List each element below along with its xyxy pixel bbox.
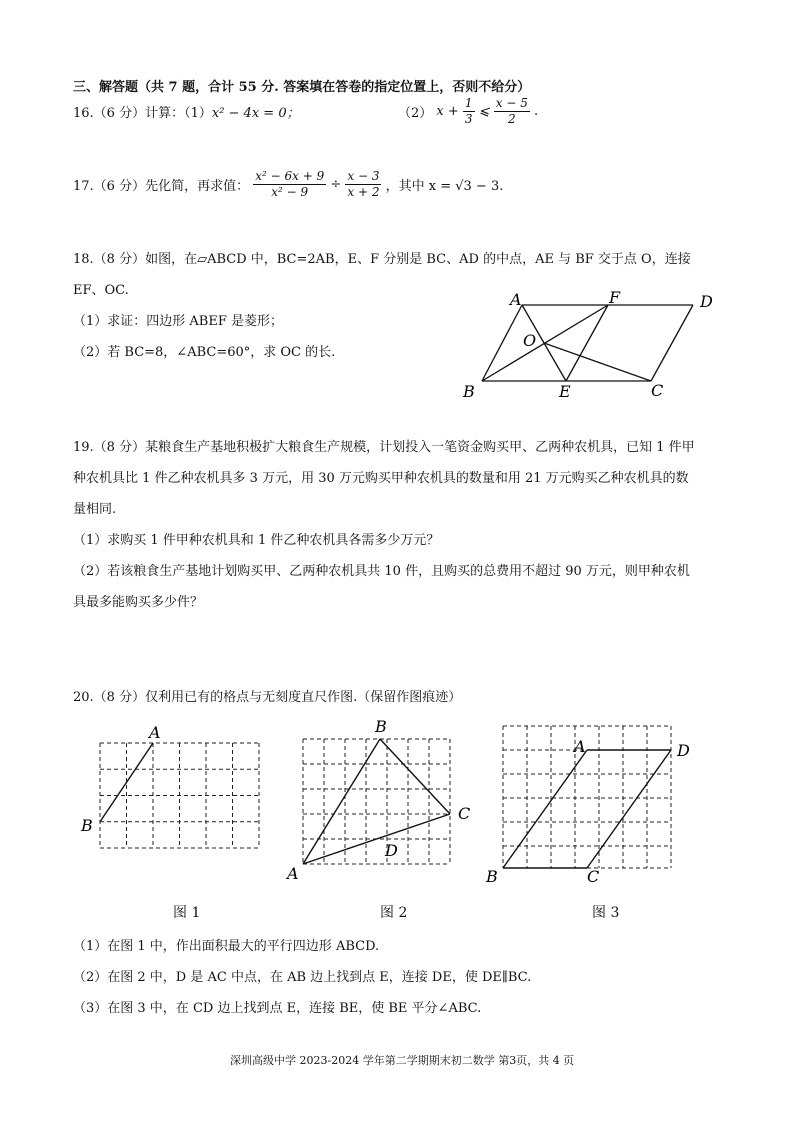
q16-leq: ⩽ xyxy=(478,104,490,119)
segment-FE xyxy=(566,305,608,381)
label-A: A xyxy=(510,290,522,309)
q17-frac1-num: x² − 6x + 9 xyxy=(255,169,325,183)
section-header: 三、解答题（共 7 题，合计 55 分. 答案填在答卷的指定位置上，否则不给分） xyxy=(73,80,531,95)
q16-prefix: 16.（6 分）计算：（1） xyxy=(73,106,212,121)
q17-fraction-1 xyxy=(253,169,326,200)
q20-part-3: （3）在图 3 中，在 CD 边上找到点 E，连接 BE，使 BE 平分∠ABC. xyxy=(73,1001,482,1016)
q16-end: . xyxy=(533,104,539,119)
fig3-caption: 图 3 xyxy=(592,905,620,921)
q17-prefix: 17.（6 分）先化简，再求值： xyxy=(73,179,250,194)
question-17 xyxy=(73,169,503,200)
question-16-part2 xyxy=(398,96,538,127)
q20-figure-1 xyxy=(75,718,265,878)
fig2-label-B: B xyxy=(375,717,387,736)
fig3-label-C: C xyxy=(587,867,600,886)
q16-lhs: x + xyxy=(436,104,459,119)
segment-DC xyxy=(651,305,693,381)
q18-line-1: 18.（8 分）如图，在▱ABCD 中，BC=2AB，E、F 分别是 BC、AD 的中点，AE 与 BF 交于点 O，连接 xyxy=(73,252,691,267)
q19-part-2-line-2: 具最多能购买多少件？ xyxy=(73,595,204,610)
page-footer: 深圳高级中学 2023-2024 学年第二学期期末初二数学 第3页，共 4 页 xyxy=(230,1054,575,1067)
label-B: B xyxy=(463,382,475,401)
q18-parallelogram-figure xyxy=(455,285,730,403)
fig1-label-A: A xyxy=(149,723,161,742)
q17-div: ÷ xyxy=(330,177,342,192)
q16-fraction-1 xyxy=(463,96,475,127)
q17-fraction-2 xyxy=(345,169,381,200)
segment-OC xyxy=(544,343,651,381)
q17-frac1-den: x² − 9 xyxy=(271,185,309,199)
fig1-caption: 图 1 xyxy=(173,905,201,921)
q18-part-1: （1）求证：四边形 ABEF 是菱形； xyxy=(73,314,283,329)
segment-AB-fig2 xyxy=(303,739,380,864)
segment-DC-fig3 xyxy=(587,750,671,868)
q16-fraction-2 xyxy=(494,96,530,127)
q16-part2-prefix: （2） xyxy=(398,106,433,121)
label-C: C xyxy=(651,381,664,400)
grid-2 xyxy=(303,739,450,864)
q20-figure-2 xyxy=(283,714,483,884)
fig2-label-A: A xyxy=(287,864,299,883)
fig2-label-C: C xyxy=(458,804,471,823)
q17-frac2-num: x − 3 xyxy=(347,169,380,183)
fig3-label-D: D xyxy=(677,741,690,760)
grid-1 xyxy=(100,743,259,848)
q19-line-1: 19.（8 分）某粮食生产基地积极扩大粮食生产规模，计划投入一笔资金购买甲、乙两种农机具，已知 1 件甲 xyxy=(73,440,695,455)
question-16 xyxy=(73,102,300,121)
q17-frac2-den: x + 2 xyxy=(347,185,380,199)
q18-part-2: （2）若 BC=8，∠ABC=60°，求 OC 的长. xyxy=(73,345,336,360)
q20-title: 20.（8 分）仅利用已有的格点与无刻度直尺作图.（保留作图痕迹） xyxy=(73,690,462,705)
label-O: O xyxy=(523,331,537,350)
q19-part-2-line-1: （2）若该粮食生产基地计划购买甲、乙两种农机具共 10 件，且购买的总费用不超过 90 万元，则甲种农机 xyxy=(73,564,690,579)
fig3-label-A: A xyxy=(574,737,586,756)
segment-AB-fig3 xyxy=(503,750,587,868)
grid-3 xyxy=(503,726,671,868)
label-F: F xyxy=(609,288,621,307)
q20-figure-3 xyxy=(483,716,708,886)
label-E: E xyxy=(559,382,571,401)
q16-frac2-den: 2 xyxy=(507,112,516,126)
q16-frac1-num: 1 xyxy=(464,96,473,110)
q19-part-1: （1）求购买 1 件甲种农机具和 1 件乙种农机具各需多少万元？ xyxy=(73,533,440,548)
q16-equation-1: x² − 4x = 0； xyxy=(211,106,300,121)
q16-frac1-den: 3 xyxy=(464,112,473,126)
q20-part-2: （2）在图 2 中，D 是 AC 中点，在 AB 边上找到点 E，连接 DE，使 DE∥BC. xyxy=(73,970,532,985)
fig3-label-B: B xyxy=(486,867,498,886)
label-D: D xyxy=(700,292,713,311)
segment-BC-fig2 xyxy=(380,739,450,814)
fig2-label-D: D xyxy=(385,841,398,860)
q20-part-1: （1）在图 1 中，作出面积最大的平行四边形 ABCD. xyxy=(73,939,380,954)
q18-line-2: EF、OC. xyxy=(73,283,129,298)
q16-frac2-num: x − 5 xyxy=(495,96,528,110)
q19-line-3: 量相同. xyxy=(73,502,117,517)
fig2-caption: 图 2 xyxy=(380,905,408,921)
fig1-label-B: B xyxy=(81,816,93,835)
q19-line-2: 种农机具比 1 件乙种农机具多 3 万元，用 30 万元购买甲种农机具的数量和用 21 万元购买乙种农机具的数 xyxy=(73,471,689,486)
q17-suffix: ，其中 x = √3 − 3. xyxy=(385,179,504,194)
